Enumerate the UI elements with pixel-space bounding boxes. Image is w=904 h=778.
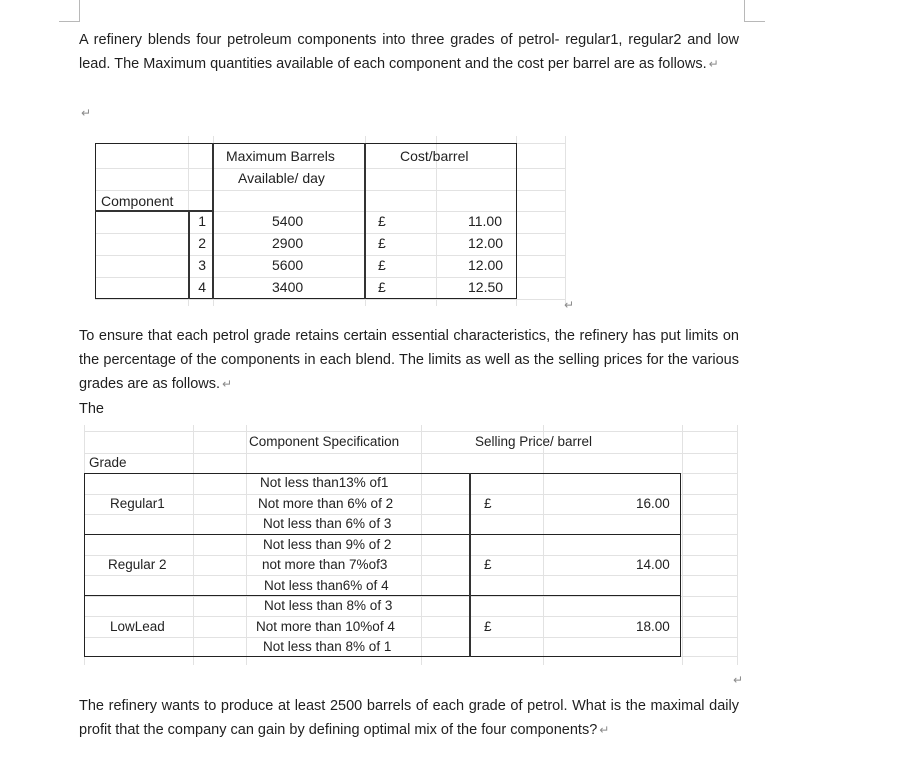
header-max-barrels: Maximum Barrels xyxy=(226,148,335,164)
cost-value: 12.00 xyxy=(468,235,504,251)
spec-line: Not less than 6% of 3 xyxy=(263,516,392,531)
component-id: 1 xyxy=(198,213,206,229)
spec-line: Not more than 10%of 4 xyxy=(256,619,395,634)
cost-value: 11.00 xyxy=(468,213,502,229)
currency-symbol: £ xyxy=(484,557,492,572)
spec-line: Not more than 6% of 2 xyxy=(258,496,394,511)
spec-line: Not less than 8% of 3 xyxy=(264,598,393,613)
price-value: 18.00 xyxy=(636,619,670,634)
max-barrels-value: 5600 xyxy=(272,257,304,273)
grade-name: Regular 2 xyxy=(108,557,167,572)
return-mark-icon: ↵ xyxy=(733,673,744,687)
max-barrels-value: 3400 xyxy=(272,279,304,295)
currency-symbol: £ xyxy=(378,279,386,295)
header-available-day: Available/ day xyxy=(238,170,325,186)
price-value: 14.00 xyxy=(636,557,670,572)
currency-symbol: £ xyxy=(378,213,386,229)
header-grade: Grade xyxy=(89,455,127,470)
return-mark-icon: ↵ xyxy=(599,723,610,737)
price-value: 16.00 xyxy=(636,496,670,511)
crop-mark-top-left xyxy=(59,0,80,22)
header-component-specification: Component Specification xyxy=(249,434,400,449)
limits-paragraph xyxy=(79,324,739,396)
component-id: 3 xyxy=(198,257,206,273)
intro-paragraph xyxy=(79,28,739,76)
header-selling-price: Selling Price/ barrel xyxy=(475,434,593,449)
max-barrels-value: 5400 xyxy=(272,213,304,229)
header-cost-barrel: Cost/barrel xyxy=(400,148,469,164)
return-mark-icon: ↵ xyxy=(222,377,233,391)
cost-value: 12.00 xyxy=(468,257,504,273)
spec-line: not more than 7%of3 xyxy=(262,557,388,572)
spec-line: Not less than 8% of 1 xyxy=(263,639,392,654)
currency-symbol: £ xyxy=(378,257,386,273)
question-paragraph xyxy=(79,694,739,742)
spec-line: Not less than 9% of 2 xyxy=(263,537,392,552)
grade-name: Regular1 xyxy=(110,496,165,511)
cost-value: 12.50 xyxy=(468,279,504,295)
spec-line: Not less than13% of1 xyxy=(260,475,389,490)
max-barrels-value: 2900 xyxy=(272,235,304,251)
spec-line: Not less than6% of 4 xyxy=(264,578,389,593)
component-id: 2 xyxy=(198,235,206,251)
header-component: Component xyxy=(101,193,174,209)
limits-text: To ensure that each petrol grade retains certain essential characteristics, the refinery has put limits on the percentage of the components in each blend. The limits as well as the selling prices for the various grades are as follows. xyxy=(79,328,739,392)
return-mark-icon: ↵ xyxy=(81,106,92,120)
question-text: The refinery wants to produce at least 2500 barrels of each grade of petrol. What is the maximal daily profit that the company can gain by defining optimal mix of the four components? xyxy=(79,698,739,738)
currency-symbol: £ xyxy=(484,619,492,634)
crop-mark-top-right xyxy=(744,0,765,22)
currency-symbol: £ xyxy=(378,235,386,251)
stray-text: The xyxy=(79,401,104,417)
return-mark-icon: ↵ xyxy=(708,57,719,71)
currency-symbol: £ xyxy=(484,496,492,511)
grade-name: LowLead xyxy=(110,619,165,634)
intro-text: A refinery blends four petroleum components into three grades of petrol- regular1, regular2 and low lead. The Maximum quantities available of each component and the cost per barrel are as follows. xyxy=(79,32,739,72)
component-id: 4 xyxy=(198,279,206,295)
return-mark-icon: ↵ xyxy=(564,298,575,312)
